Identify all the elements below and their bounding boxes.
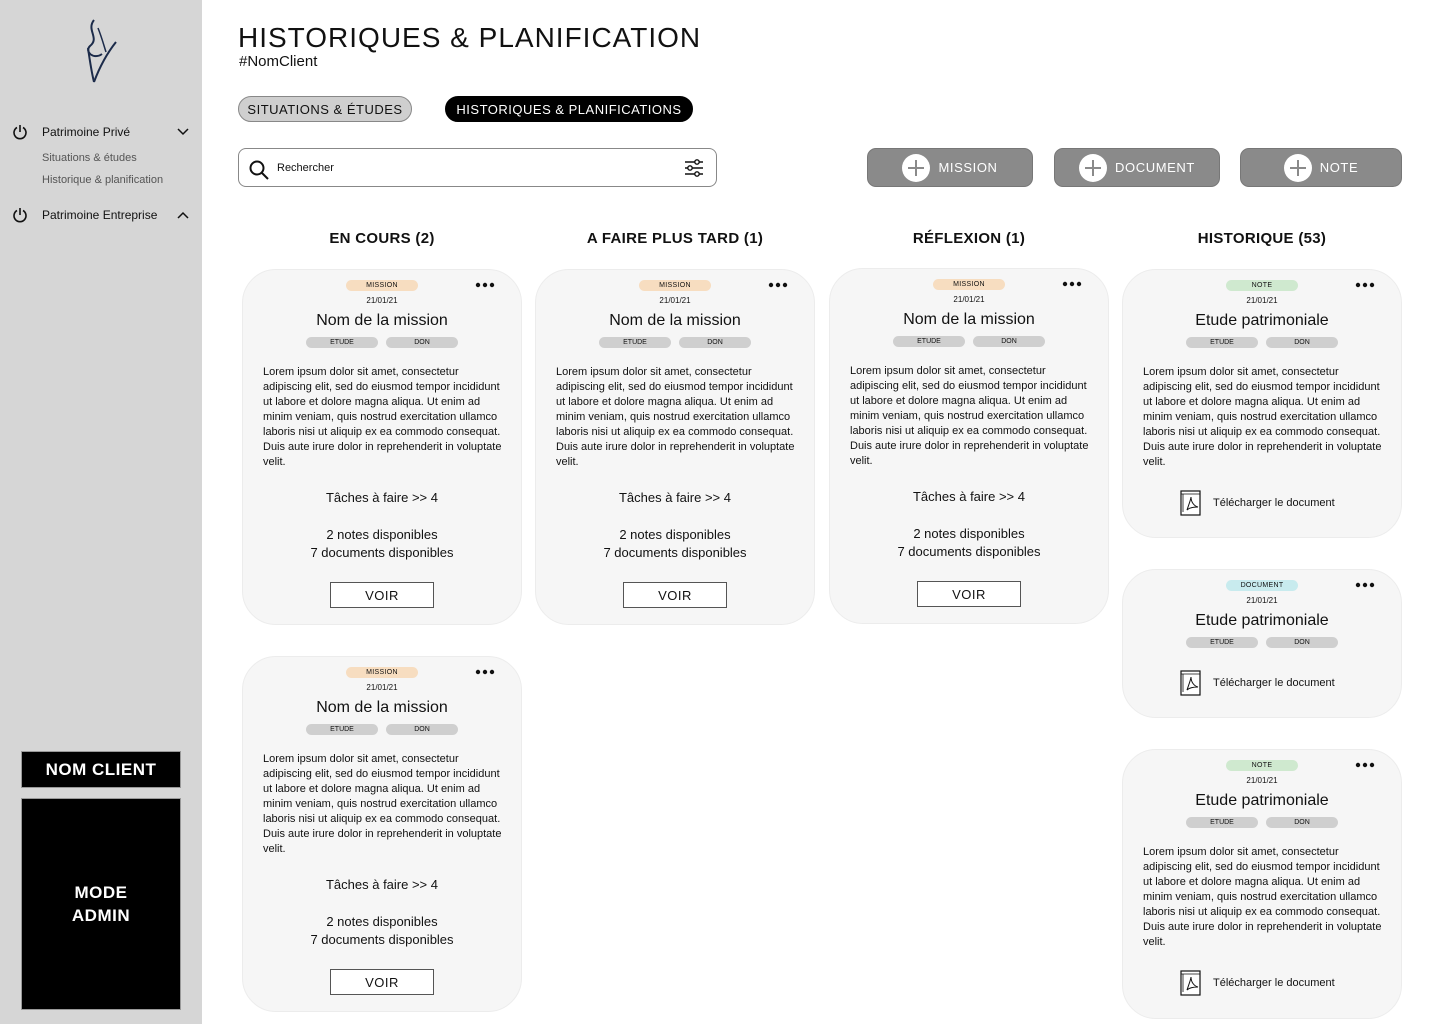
card-description: Lorem ipsum dolor sit amet, consectetur adipiscing elit, sed do eiusmod tempor incididunt ut labore et dolore magna aliqua. Ut enim ad minim veniam, quis nostrud exercitation ullamco laboris nisi ut aliquip ex ea commodo consequat. Duis aute irure dolor in reprehenderit in voluptate velit.	[850, 365, 1089, 467]
card-tags	[1123, 337, 1401, 348]
more-options-icon[interactable]	[475, 279, 495, 291]
documents-count: 7 documents disponibles	[897, 544, 1041, 559]
search-icon	[249, 160, 269, 180]
card-tags	[1123, 637, 1401, 648]
plus-icon	[1079, 154, 1107, 182]
card-resources	[243, 913, 521, 949]
page-title: HISTORIQUES & PLANIFICATION	[238, 22, 702, 53]
tag-don: DON	[1266, 817, 1338, 828]
history-note-card	[1122, 749, 1402, 1019]
card-resources	[830, 525, 1108, 561]
card-title: Etude patrimoniale	[1195, 612, 1329, 629]
notes-count: 2 notes disponibles	[326, 914, 438, 929]
download-link[interactable]	[1179, 490, 1335, 516]
add-note-button[interactable]	[1240, 148, 1402, 187]
download-label: Télécharger le document	[1213, 977, 1335, 989]
card-title: Nom de la mission	[316, 699, 448, 716]
card-tasks[interactable]: Tâches à faire >> 4	[325, 877, 438, 892]
card-tags	[1123, 817, 1401, 828]
card-date: 21/01/21	[366, 683, 398, 692]
nav-item-historique[interactable]: Historique & planification	[42, 174, 164, 186]
column-title-historique: HISTORIQUE (53)	[1197, 230, 1327, 247]
search-input[interactable]	[277, 158, 677, 178]
chevron-up-icon[interactable]	[176, 208, 190, 222]
tag-don: DON	[386, 724, 458, 735]
card-date: 21/01/21	[366, 296, 398, 305]
filter-icon[interactable]	[684, 159, 704, 177]
more-options-icon[interactable]	[1355, 579, 1375, 591]
card-tags	[243, 724, 521, 735]
tag-don: DON	[386, 337, 458, 348]
tab-historiques-planifications[interactable]: HISTORIQUES & PLANIFICATIONS	[445, 96, 693, 122]
download-link[interactable]	[1179, 670, 1335, 696]
card-description: Lorem ipsum dolor sit amet, consectetur adipiscing elit, sed do eiusmod tempor incididunt ut labore et dolore magna aliqua. Ut enim ad minim veniam, quis nostrud exercitation ullamco laboris nisi ut aliquip ex ea commodo consequat. Duis aute irure dolor in reprehenderit in voluptate velit.	[556, 366, 795, 468]
card-date: 21/01/21	[1246, 776, 1278, 785]
download-label: Télécharger le document	[1213, 677, 1335, 689]
power-icon	[12, 207, 28, 223]
add-note-label: NOTE	[1319, 160, 1359, 175]
logo-icon	[80, 16, 122, 84]
card-description: Lorem ipsum dolor sit amet, consectetur adipiscing elit, sed do eiusmod tempor incididunt ut labore et dolore magna aliqua. Ut enim ad minim veniam, quis nostrud exercitation ullamco laboris nisi ut aliquip ex ea commodo consequat. Duis aute irure dolor in reprehenderit in voluptate velit.	[263, 366, 502, 468]
more-options-icon[interactable]	[1355, 759, 1375, 771]
documents-count: 7 documents disponibles	[310, 545, 454, 560]
card-tasks[interactable]: Tâches à faire >> 4	[912, 489, 1025, 504]
column-title-reflexion: RÉFLEXION (1)	[912, 230, 1026, 247]
voir-button[interactable]: VOIR	[917, 581, 1021, 607]
mission-card	[535, 269, 815, 625]
type-badge: MISSION	[346, 280, 418, 291]
client-name-button[interactable]: NOM CLIENT	[21, 751, 181, 788]
type-badge: MISSION	[639, 280, 711, 291]
mission-card	[242, 269, 522, 625]
type-badge: DOCUMENT	[1226, 580, 1298, 591]
add-document-label: DOCUMENT	[1115, 160, 1195, 175]
add-document-button[interactable]	[1054, 148, 1220, 187]
tag-etude: ETUDE	[306, 337, 378, 348]
card-date: 21/01/21	[1246, 596, 1278, 605]
nav-group-patrimoine-entreprise[interactable]	[12, 207, 192, 223]
plus-icon	[1284, 154, 1312, 182]
card-title: Etude patrimoniale	[1195, 312, 1329, 329]
add-mission-label: MISSION	[938, 160, 998, 175]
mission-card	[829, 268, 1109, 624]
column-title-en-cours: EN COURS (2)	[329, 230, 435, 247]
card-tasks[interactable]: Tâches à faire >> 4	[618, 490, 731, 505]
tag-etude: ETUDE	[1186, 337, 1258, 348]
chevron-down-icon[interactable]	[176, 125, 190, 139]
pdf-icon	[1179, 670, 1203, 696]
admin-mode-button[interactable]: MODE ADMIN	[21, 798, 181, 1010]
card-date: 21/01/21	[953, 295, 985, 304]
card-resources	[536, 526, 814, 562]
history-document-card	[1122, 569, 1402, 718]
tag-don: DON	[1266, 337, 1338, 348]
pdf-icon	[1179, 970, 1203, 996]
download-label: Télécharger le document	[1213, 497, 1335, 509]
nav-group-label: Patrimoine Entreprise	[42, 208, 158, 222]
more-options-icon[interactable]	[1062, 278, 1082, 290]
search-bar	[238, 148, 717, 187]
tag-etude: ETUDE	[599, 337, 671, 348]
tag-etude: ETUDE	[306, 724, 378, 735]
more-options-icon[interactable]	[768, 279, 788, 291]
tab-situations-etudes[interactable]: SITUATIONS & ÉTUDES	[238, 96, 412, 122]
notes-count: 2 notes disponibles	[326, 527, 438, 542]
nav-group-label: Patrimoine Privé	[42, 125, 131, 139]
card-tags	[830, 336, 1108, 347]
card-tags	[536, 337, 814, 348]
card-description: Lorem ipsum dolor sit amet, consectetur adipiscing elit, sed do eiusmod tempor incididunt ut labore et dolore magna aliqua. Ut enim ad minim veniam, quis nostrud exercitation ullamco laboris nisi ut aliquip ex ea commodo consequat. Duis aute irure dolor in reprehenderit in voluptate velit.	[1143, 846, 1382, 948]
nav-item-situations[interactable]: Situations & études	[42, 152, 137, 164]
pdf-icon	[1179, 490, 1203, 516]
tag-don: DON	[973, 336, 1045, 347]
type-badge: MISSION	[933, 279, 1005, 290]
card-title: Nom de la mission	[903, 311, 1035, 328]
card-resources	[243, 526, 521, 562]
mission-card	[242, 656, 522, 1012]
more-options-icon[interactable]	[475, 666, 495, 678]
documents-count: 7 documents disponibles	[310, 932, 454, 947]
tag-etude: ETUDE	[893, 336, 965, 347]
tag-etude: ETUDE	[1186, 817, 1258, 828]
card-title: Nom de la mission	[609, 312, 741, 329]
documents-count: 7 documents disponibles	[603, 545, 747, 560]
power-icon	[12, 124, 28, 140]
voir-button[interactable]: VOIR	[623, 582, 727, 608]
card-title: Etude patrimoniale	[1195, 792, 1329, 809]
tag-don: DON	[679, 337, 751, 348]
column-title-a-faire: A FAIRE PLUS TARD (1)	[586, 230, 764, 247]
download-link[interactable]	[1179, 970, 1335, 996]
tag-etude: ETUDE	[1186, 637, 1258, 648]
add-mission-button[interactable]	[867, 148, 1033, 187]
card-description: Lorem ipsum dolor sit amet, consectetur adipiscing elit, sed do eiusmod tempor incididunt ut labore et dolore magna aliqua. Ut enim ad minim veniam, quis nostrud exercitation ullamco laboris nisi ut aliquip ex ea commodo consequat. Duis aute irure dolor in reprehenderit in voluptate velit.	[1143, 366, 1382, 468]
notes-count: 2 notes disponibles	[913, 526, 1025, 541]
card-tasks[interactable]: Tâches à faire >> 4	[325, 490, 438, 505]
tag-don: DON	[1266, 637, 1338, 648]
nav-group-patrimoine-prive[interactable]	[12, 124, 192, 140]
card-date: 21/01/21	[1246, 296, 1278, 305]
voir-button[interactable]: VOIR	[330, 969, 434, 995]
card-tags	[243, 337, 521, 348]
card-description: Lorem ipsum dolor sit amet, consectetur adipiscing elit, sed do eiusmod tempor incididunt ut labore et dolore magna aliqua. Ut enim ad minim veniam, quis nostrud exercitation ullamco laboris nisi ut aliquip ex ea commodo consequat. Duis aute irure dolor in reprehenderit in voluptate velit.	[263, 753, 502, 855]
plus-icon	[902, 154, 930, 182]
page-subtitle: #NomClient	[239, 53, 318, 70]
card-title: Nom de la mission	[316, 312, 448, 329]
sidebar	[0, 0, 202, 1024]
type-badge: NOTE	[1226, 760, 1298, 771]
voir-button[interactable]: VOIR	[330, 582, 434, 608]
history-note-card	[1122, 269, 1402, 538]
card-date: 21/01/21	[659, 296, 691, 305]
notes-count: 2 notes disponibles	[619, 527, 731, 542]
type-badge: NOTE	[1226, 280, 1298, 291]
type-badge: MISSION	[346, 667, 418, 678]
more-options-icon[interactable]	[1355, 279, 1375, 291]
